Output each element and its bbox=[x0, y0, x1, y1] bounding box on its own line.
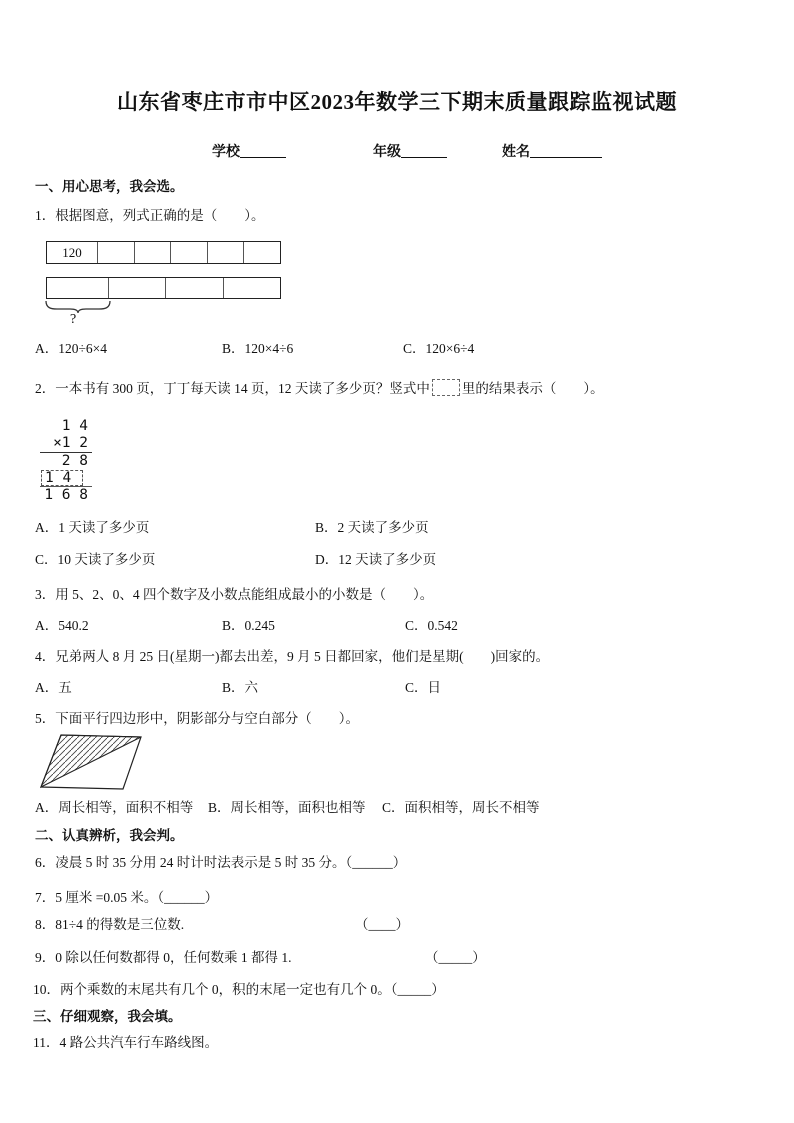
q8-text: 8．81÷4 的得数是三位数. bbox=[35, 917, 185, 932]
q4-option-c: C．日 bbox=[405, 680, 442, 695]
tape-cell bbox=[135, 242, 172, 263]
tape-cell-120: 120 bbox=[47, 242, 98, 263]
grade-field bbox=[373, 141, 447, 161]
section-3-heading: 三、仔细观察，我会填。 bbox=[33, 1009, 182, 1024]
mult-row-partial-2-dashed-box: 1 4 bbox=[41, 470, 83, 486]
q3-option-c: C．0.542 bbox=[405, 618, 458, 633]
q3-option-a: A．540.2 bbox=[35, 618, 89, 633]
q2-text-after: 里的结果表示（ ）。 bbox=[461, 381, 604, 396]
q2-option-d: D．12 天读了多少页 bbox=[315, 552, 437, 567]
q4-option-a: A．五 bbox=[35, 680, 72, 695]
page-title: 山东省枣庄市市中区2023年数学三下期末质量跟踪监视试题 bbox=[117, 90, 677, 114]
q5-option-a: A．周长相等，面积不相等 bbox=[35, 800, 194, 815]
q11-text: 11．4 路公共汽车行车路线图。 bbox=[33, 1035, 219, 1050]
q1-option-a: A．120÷6×4 bbox=[35, 341, 108, 356]
q1-option-c: C．120×6÷4 bbox=[403, 341, 475, 356]
tape-cell bbox=[244, 242, 280, 263]
grade-label: 年级 bbox=[373, 145, 401, 160]
tape-cell bbox=[224, 278, 280, 298]
tape-cell bbox=[109, 278, 166, 298]
q9-blank: （_____） bbox=[425, 950, 486, 965]
q1-text: 1．根据图意，列式正确的是（ ）。 bbox=[35, 208, 265, 223]
q3-option-b: B．0.245 bbox=[222, 618, 275, 633]
mult-row-multiplier: ×1 2 bbox=[53, 435, 88, 451]
school-blank bbox=[240, 144, 286, 158]
q2-text bbox=[35, 379, 604, 397]
q4-option-b: B．六 bbox=[222, 680, 259, 695]
name-label: 姓名 bbox=[502, 145, 530, 160]
tape-cell bbox=[47, 278, 109, 298]
underbrace-icon bbox=[44, 300, 112, 315]
parallelogram-figure bbox=[35, 732, 149, 794]
grade-blank bbox=[401, 144, 447, 158]
q3-text: 3．用 5、2、0、4 四个数字及小数点能组成最小的小数是（ ）。 bbox=[35, 587, 434, 602]
tape-cell bbox=[166, 278, 223, 298]
q8-blank: （____） bbox=[355, 917, 409, 932]
tape-diagram-top-bar bbox=[46, 241, 281, 264]
q9-text: 9．0 除以任何数都得 0，任何数乘 1 都得 1. bbox=[35, 950, 292, 965]
brace-question-mark: ? bbox=[70, 312, 77, 327]
vertical-multiplication bbox=[36, 418, 92, 504]
tape-cell bbox=[171, 242, 208, 263]
q7-text: 7．5 厘米 =0.05 米。（______） bbox=[35, 890, 219, 905]
q10-text: 10．两个乘数的末尾共有几个 0，积的末尾一定也有几个 0。（_____） bbox=[33, 982, 445, 997]
name-blank bbox=[530, 144, 602, 158]
q6-text: 6．凌晨 5 时 35 分用 24 时计时法表示是 5 时 35 分。（______） bbox=[35, 855, 407, 870]
q4-text: 4．兄弟两人 8 月 25 日(星期一)都去出差，9 月 5 日都回家，他们是星期( )回家的。 bbox=[35, 649, 550, 664]
q2-inline-dashed-box bbox=[432, 379, 460, 396]
school-label: 学校 bbox=[212, 145, 240, 160]
mult-row-partial-1: 2 8 bbox=[61, 453, 88, 469]
mult-row-multiplicand: 1 4 bbox=[61, 418, 88, 434]
mult-row-product: 1 6 8 bbox=[44, 487, 88, 503]
q2-option-c: C．10 天读了多少页 bbox=[35, 552, 156, 567]
q1-option-b: B．120×4÷6 bbox=[222, 341, 294, 356]
q2-option-b: B．2 天读了多少页 bbox=[315, 520, 429, 535]
q5-option-c: C．面积相等，周长不相等 bbox=[382, 800, 540, 815]
tape-cell bbox=[208, 242, 245, 263]
section-2-heading: 二、认真辨析，我会判。 bbox=[35, 828, 184, 843]
section-1-heading: 一、用心思考，我会选。 bbox=[35, 179, 184, 194]
q5-text: 5．下面平行四边形中，阴影部分与空白部分（ ）。 bbox=[35, 711, 359, 726]
school-field bbox=[212, 141, 286, 161]
q2-text-before: 2．一本书有 300 页，丁丁每天读 14 页，12 天读了多少页？竖式中 bbox=[35, 381, 430, 396]
q2-option-a: A．1 天读了多少页 bbox=[35, 520, 150, 535]
tape-diagram-bottom-bar bbox=[46, 277, 281, 299]
name-field bbox=[502, 141, 602, 161]
tape-cell bbox=[98, 242, 135, 263]
q5-option-b: B．周长相等，面积也相等 bbox=[208, 800, 366, 815]
